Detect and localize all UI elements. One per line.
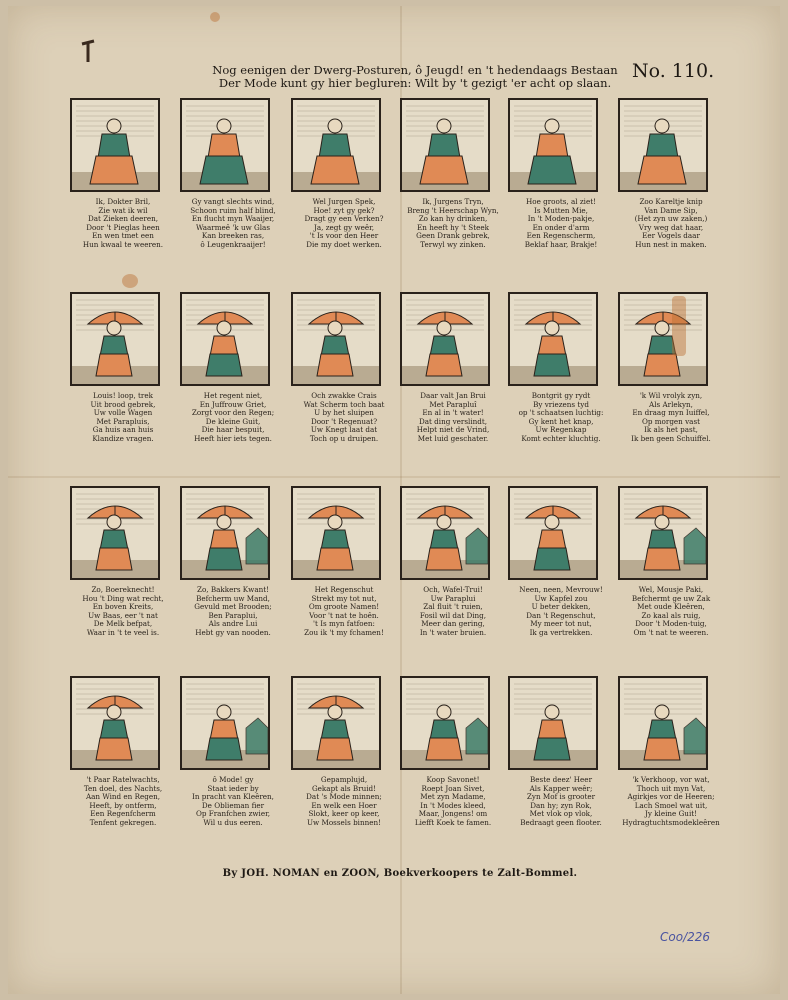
verse-line: Staat ieder by <box>207 784 259 793</box>
panel-verse <box>612 586 730 638</box>
verse-line: Ten doel, des Nachts, <box>83 784 163 793</box>
verse-line: Wel Jurgen Spek, <box>312 198 376 206</box>
woodcut-figure <box>182 488 268 578</box>
woodcut-figure <box>293 294 379 384</box>
verse-line: Om 't nat te weeren. <box>633 628 709 637</box>
woodcut-figure <box>402 100 488 190</box>
verse-line: Ik, Jurgens Tryn, <box>422 198 484 206</box>
verse-line: Toch op u druipen. <box>309 434 379 443</box>
verse-line: Gy vangt slechts wind, <box>191 198 275 206</box>
verse-line: Meer dan gering, <box>421 620 485 629</box>
woodcut-image <box>618 98 708 192</box>
verse-line: Op morgen vast <box>641 417 701 426</box>
panel-verse <box>612 198 730 250</box>
woodcut-figure <box>620 100 706 190</box>
verse-line: Lach Smoel wat uit, <box>634 801 708 810</box>
verse-line: Breng 't Heerschap Wyn, <box>407 206 499 215</box>
woodcut-figure <box>72 294 158 384</box>
verse-line: Met zyn Madame, <box>420 793 486 802</box>
verse-line: Aan Wind en Regen, <box>85 793 161 802</box>
verse-line: Zorgt voor den Regen; <box>191 409 275 418</box>
verse-line: Wel, Mousje Paki, <box>638 586 704 594</box>
verse-line: Ik ben geen Schuiffel. <box>631 434 711 443</box>
verse-line: Komt echter kluchtig. <box>521 434 601 443</box>
woodcut-figure <box>510 488 596 578</box>
woodcut-image <box>291 486 381 580</box>
verse-line: En draag myn Iuiffel, <box>632 409 710 418</box>
woodcut-figure <box>402 678 488 768</box>
verse-line: Geen Drank gebrek, <box>416 232 490 241</box>
verse-line: Helpt niet de Vrind, <box>416 426 490 435</box>
verse-line: Dragt gy een Verken? <box>304 215 384 224</box>
verse-line: Een Regenfcherm <box>90 810 156 819</box>
panel-verse <box>285 198 403 250</box>
verse-line: 'k Verkhoop, vor wat, <box>632 776 710 784</box>
woodcut-image <box>618 292 708 386</box>
woodcut-figure <box>402 294 488 384</box>
woodcut-image <box>180 486 270 580</box>
verse-line: Daar valt Jan Brui <box>420 392 486 400</box>
verse-line: En flucht myn Waaijer, <box>191 215 275 224</box>
panel-verse <box>64 392 182 444</box>
verse-line: Hydragtuchtsmodekleêren <box>622 818 720 827</box>
woodcut-figure <box>293 678 379 768</box>
verse-line: Uit brood gebrek, <box>90 400 156 409</box>
woodcut-image <box>291 98 381 192</box>
verse-line: Die my doet werken. <box>306 240 382 249</box>
verse-line: Schoon ruim half blind, <box>190 206 276 215</box>
panel-verse <box>174 586 292 638</box>
woodcut-image <box>618 676 708 770</box>
woodcut-image <box>70 486 160 580</box>
verse-line: En al in 't water! <box>422 409 484 418</box>
verse-line: Ik ga vertrekken. <box>529 628 593 637</box>
verse-line: Uw volle Wagen <box>93 409 153 418</box>
verse-line: Om groote Namen! <box>308 603 380 612</box>
verse-line: Zo, Bakkers Kwant! <box>196 586 270 594</box>
verse-line: By vriezens tyd <box>533 400 589 409</box>
verse-line: Eer Vogels daar <box>642 232 700 241</box>
panel-verse <box>612 392 730 444</box>
verse-line: Zo kaal als ruig, <box>641 611 701 620</box>
verse-line: Terwyl wy zinken. <box>420 240 486 249</box>
verse-line: Tenfent gekregen. <box>89 818 157 827</box>
verse-line: De Oblieman fier <box>201 801 265 810</box>
panel-verse <box>502 776 620 828</box>
woodcut-image <box>180 292 270 386</box>
woodcut-image <box>291 292 381 386</box>
verse-line: Gepamplujd, <box>320 776 368 784</box>
woodcut-figure <box>72 488 158 578</box>
verse-line: My meer tot nut, <box>530 620 592 629</box>
verse-line: Fosil wil dat Ding, <box>419 611 487 620</box>
fold-line-horizontal <box>8 476 780 478</box>
verse-line: Hoe groots, al ziet! <box>526 198 596 206</box>
panel-verse <box>394 776 512 828</box>
verse-line: Bontgrit gy rydt <box>531 392 591 400</box>
verse-line: Jy kleine Guit! <box>644 810 698 819</box>
woodcut-figure <box>72 678 158 768</box>
verse-line: Dat ding verslindt, <box>418 417 488 426</box>
verse-line: Waarmeê 'k uw Glas <box>195 223 271 232</box>
verse-line: Uw Mossels binnen! <box>306 818 381 827</box>
verse-line: Met oude Kleêren, <box>637 603 705 612</box>
verse-line: Is Mutten Mie, <box>534 206 588 215</box>
verse-line: Ben Paraplui, <box>208 611 258 620</box>
verse-line: Zo kan hy drinken, <box>418 215 488 224</box>
woodcut-figure <box>620 678 706 768</box>
verse-line: 'k Wil vrolyk zyn, <box>639 392 703 400</box>
stain-mark <box>210 12 220 22</box>
verse-line: Neen, neen, Mevrouw! <box>519 586 603 594</box>
verse-line: Och, Wafel-Trui! <box>423 586 483 594</box>
woodcut-figure <box>510 294 596 384</box>
panel-verse <box>174 198 292 250</box>
panel-verse <box>612 776 730 828</box>
verse-line: Koop Savonet! <box>426 776 480 784</box>
verse-line: Zou ik 't my fchamen! <box>304 628 384 637</box>
verse-line: Beklaf haar, Brakje! <box>524 240 598 249</box>
header-line-2: Der Mode kunt gy hier begluren: Wilt by 't gezigt 'er acht op slaan. <box>218 76 612 90</box>
verse-line: Gy kent het knap, <box>528 417 594 426</box>
verse-line: Als Arlekyn, <box>649 400 693 409</box>
woodcut-image <box>508 292 598 386</box>
verse-line: Dan 't Regenschut, <box>526 611 596 620</box>
verse-line: Och zwakke Crais <box>311 392 377 400</box>
inventory-mark: Coo/226 <box>660 930 711 944</box>
verse-line: In pracht van Kleêren, <box>192 793 274 802</box>
panel-verse <box>64 198 182 250</box>
verse-line: En boven Kreits, <box>92 603 154 612</box>
panel-verse <box>174 776 292 828</box>
verse-line: En heeft hy 't Steek <box>417 223 489 232</box>
verse-line: ô Leugenkraaijer! <box>200 240 266 249</box>
woodcut-image <box>508 676 598 770</box>
panel-verse <box>502 198 620 250</box>
verse-line: Wat Scherm toch baat <box>303 400 385 409</box>
verse-line: Befcherm uw Mand, <box>196 594 270 603</box>
verse-line: Hun kwaal te weeren. <box>82 240 164 249</box>
verse-line: Bedraagt geen flooter. <box>520 818 602 827</box>
verse-line: Op Franfchen zwier, <box>195 810 271 819</box>
verse-line: Strekt my tot nut, <box>311 594 377 603</box>
verse-line: Door 't Regenuat? <box>310 417 378 426</box>
panel-verse <box>64 586 182 638</box>
verse-line: Uw Kapfel zou <box>534 594 588 603</box>
ink-mark-icon <box>80 38 98 64</box>
header-line-1: Nog eenigen der Dwerg-Posturen, ô Jeugd! en 't hedendaags Bestaan <box>212 63 618 77</box>
verse-line: Die haar bespuit, <box>201 426 265 435</box>
panel-verse <box>502 392 620 444</box>
verse-line: Van Dame Sip, <box>644 206 698 215</box>
verse-line: En Juffrouw Griet, <box>199 400 267 409</box>
verse-line: Uw Paraplui <box>430 594 476 603</box>
woodcut-image <box>400 486 490 580</box>
stain-mark <box>122 274 138 288</box>
verse-line: Waar in 't te veel is. <box>86 628 160 637</box>
panel-verse <box>394 392 512 444</box>
verse-line: Dan hy; zyn Rok, <box>530 801 592 810</box>
sheet-number: No. 110. <box>632 60 715 82</box>
verse-line: 't Paar Ratelwachts, <box>86 776 160 784</box>
verse-line: Het regent niet, <box>203 392 263 400</box>
verse-line: En wen tmet een <box>92 232 154 241</box>
verse-line: Ga huis aan huis <box>92 426 154 435</box>
verse-line: Maar, Jongens! om <box>418 810 488 819</box>
verse-line: In 't water bruien. <box>419 628 487 637</box>
verse-line: Vry weg dat haar, <box>638 223 704 232</box>
sheet-header <box>195 64 635 90</box>
verse-line: Een Regenscherm, <box>526 232 596 241</box>
verse-line: Uw Regenkap <box>535 426 587 435</box>
woodcut-figure <box>510 678 596 768</box>
verse-line: Gekapt als Bruid! <box>311 784 377 793</box>
verse-line: Beste deez' Heer <box>529 776 593 784</box>
verse-line: Dat Zieken deeren, <box>87 215 158 224</box>
verse-line: Kan breeken ras, <box>201 232 265 241</box>
woodcut-image <box>70 292 160 386</box>
verse-line: 't Is voor den Heer <box>309 232 379 241</box>
verse-line: 't Is myn fatfoen: <box>313 620 375 629</box>
verse-line: Slokt, keer op keer, <box>308 810 380 819</box>
verse-line: Wil u dus eeren. <box>203 818 263 827</box>
woodcut-figure <box>182 678 268 768</box>
verse-line: op 't schaatsen luchtig: <box>518 409 604 418</box>
woodcut-figure <box>293 100 379 190</box>
verse-line: Zoo Kareltje knip <box>639 198 703 206</box>
verse-line: In 't Modes kleed, <box>420 801 486 810</box>
panel-verse <box>285 776 403 828</box>
woodcut-image <box>70 676 160 770</box>
verse-line: En onder d'arm <box>532 223 590 232</box>
verse-line: En welk een Hoer <box>311 801 377 810</box>
panel-verse <box>394 586 512 638</box>
panel-verse <box>394 198 512 250</box>
woodcut-figure <box>182 100 268 190</box>
verse-line: Het Regenschut <box>314 586 374 594</box>
verse-line: Hou 't Ding wat recht, <box>82 594 164 603</box>
verse-line: Klandize vragen. <box>92 434 154 443</box>
verse-line: Agirkjes vor de Heeren; <box>627 793 715 802</box>
woodcut-image <box>508 486 598 580</box>
verse-line: In 't Moden-pakje, <box>527 215 595 224</box>
verse-line: Ik als het past, <box>644 426 698 435</box>
verse-line: Door 't Moden-tuig, <box>635 620 707 629</box>
woodcut-figure <box>402 488 488 578</box>
verse-line: Uw Knegt laat dat <box>310 426 378 435</box>
woodcut-figure <box>620 294 706 384</box>
woodcut-image <box>400 98 490 192</box>
verse-line: Met luid geschater. <box>417 434 489 443</box>
verse-line: Roept Joan Sivet, <box>421 784 485 793</box>
verse-line: ô Mode! gy <box>212 776 254 784</box>
verse-line: Voor 't nat te hoên. <box>309 611 379 620</box>
verse-line: U beter dekken, <box>531 603 591 612</box>
verse-line: Thoch uit myn Vat, <box>636 784 706 793</box>
woodcut-image <box>180 98 270 192</box>
woodcut-image <box>291 676 381 770</box>
panel-verse <box>285 586 403 638</box>
verse-line: Gevuld met Brooden; <box>194 603 272 612</box>
verse-line: Heeft hier iets tegen. <box>194 434 272 443</box>
woodcut-image <box>508 98 598 192</box>
woodcut-image <box>618 486 708 580</box>
woodcut-image <box>180 676 270 770</box>
verse-line: Door 't Pieglas heen <box>86 223 160 232</box>
woodcut-figure <box>293 488 379 578</box>
stain-mark <box>672 296 686 356</box>
verse-line: U by het sluipen <box>314 409 374 418</box>
verse-line: Hun nest in maken. <box>635 240 707 249</box>
verse-line: De Melk befpat, <box>93 620 153 629</box>
woodcut-figure <box>182 294 268 384</box>
panel-verse <box>174 392 292 444</box>
verse-line: (Het zyn uw zaken,) <box>634 215 708 224</box>
verse-line: Met Parapluis, <box>96 417 150 426</box>
woodcut-image <box>70 98 160 192</box>
verse-line: Zyn Mof is grooter <box>526 793 596 802</box>
verse-line: Hebt gy van nooden. <box>195 628 271 637</box>
verse-line: Louis! loop, trek <box>93 392 153 400</box>
verse-line: Heeft, by ontferm, <box>89 801 157 810</box>
printer-imprint: By JOH. NOMAN en ZOON, Boekverkoopers te Zalt-Bommel. <box>222 868 578 879</box>
verse-line: Hoe! zyt gy gek? <box>313 206 375 215</box>
panel-verse <box>502 586 620 638</box>
woodcut-image <box>400 676 490 770</box>
woodcut-figure <box>620 488 706 578</box>
verse-line: De kleine Guit, <box>205 417 261 426</box>
panel-verse <box>285 392 403 444</box>
verse-line: Als Kapper weêr; <box>529 784 593 793</box>
woodcut-figure <box>72 100 158 190</box>
woodcut-image <box>400 292 490 386</box>
verse-line: Zie wat ik wil <box>98 206 148 215</box>
woodcut-figure <box>510 100 596 190</box>
verse-line: Zal fluit 't ruien, <box>423 603 483 612</box>
verse-line: Befchermt ge uw Zak <box>631 594 711 603</box>
verse-line: Uw Baas, eer 't nat <box>88 611 158 620</box>
verse-line: Dat 's Mode minnen; <box>306 793 382 802</box>
verse-line: Ik, Dokter Bril, <box>95 198 151 206</box>
verse-line: Zo, Boereknecht! <box>91 586 155 594</box>
panel-verse <box>64 776 182 828</box>
verse-line: Als andre Lui <box>208 620 258 629</box>
verse-line: Ja, zegt gy weêr, <box>313 223 375 232</box>
verse-line: Met vlok op vlok, <box>529 810 593 819</box>
verse-line: Liefft Koek te famen. <box>414 818 492 827</box>
verse-line: Met Parapluî <box>429 400 477 409</box>
